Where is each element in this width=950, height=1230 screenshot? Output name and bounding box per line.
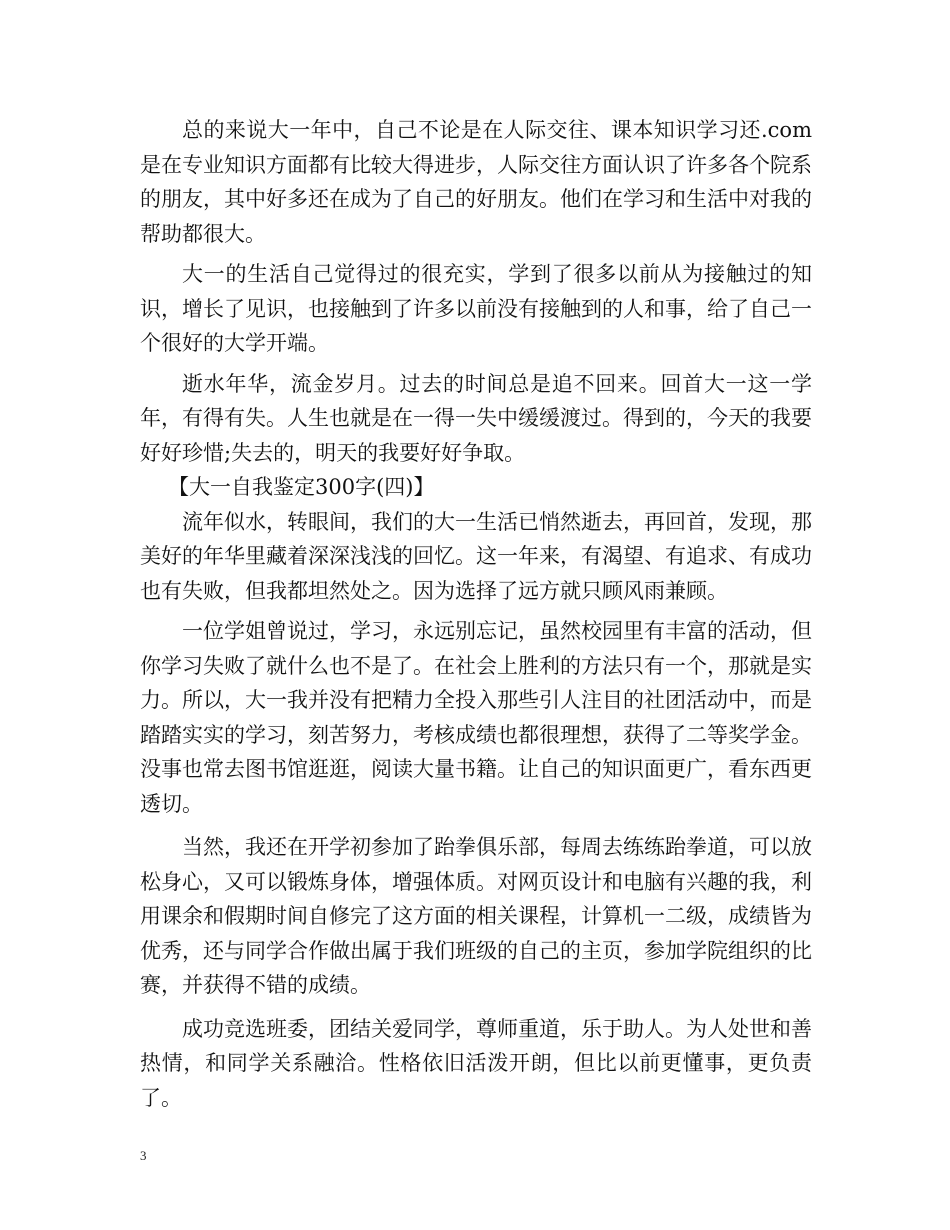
paragraph-time-flies: 流年似水，转眼间，我们的大一生活已悄然逝去，再回首，发现，那美好的年华里藏着深深浅浅的回忆。这一年来，有渴望、有追求、有成功也有失败，但我都坦然处之。因为选择了远方就只顾风雨兼顾。 (140, 509, 812, 603)
paragraph-fulfilling-life: 大一的生活自己觉得过的很充实，学到了很多以前从为接触过的知识，增长了见识，也接触到了许多以前没有接触到的人和事，给了自己一个很好的大学开端。 (140, 262, 812, 355)
paragraph-study: 一位学姐曾说过，学习，永远别忘记，虽然校园里有丰富的活动，但你学习失败了就什么也不是了。在社会上胜利的方法只有一个，那就是实力。所以，大一我并没有把精力全投入那些引人注目的社团活动中，而是踏踏实实的学习，刻苦努力，考核成绩也都很理想，获得了二等奖学金。没事也常去图书馆逛逛，阅读大量书籍。让自己的知识面更广，看东西更透切。 (140, 619, 812, 816)
paragraph-activities: 当然，我还在开学初参加了跆拳俱乐部，每周去练练跆拳道，可以放松身心，又可以锻炼身体，增强体质。对网页设计和电脑有兴趣的我，利用课余和假期时间自修完了这方面的相关课程，计算机一二级，成绩皆为优秀，还与同学合作做出属于我们班级的自己的主页，参加学院组织的比赛，并获得不错的成绩。 (140, 835, 812, 997)
paragraph-class-committee: 成功竞选班委，团结关爱同学，尊师重道，乐于助人。为人处世和善热情，和同学关系融洽。性格依旧活泼开朗，但比以前更懂事，更负责了。 (140, 1016, 812, 1110)
section-heading: 【大一自我鉴定300字(四)】 (168, 475, 435, 499)
paragraph-summary: 总的来说大一年中，自己不论是在人际交往、课本知识学习还.com是在专业知识方面都有比较大得进步，人际交往方面认识了许多各个院系的朋友，其中好多还在成为了自己的好朋友。他们在学习和生活中对我的帮助都很大。 (140, 118, 812, 246)
document-body (140, 113, 812, 1115)
page-number: 3 (140, 1148, 147, 1163)
paragraph-reflection: 逝水年华，流金岁月。过去的时间总是追不回来。回首大一这一学年，有得有失。人生也就是在一得一失中缓缓渡过。得到的，今天的我要好好珍惜;失去的，明天的我要好好争取。 (140, 371, 812, 465)
